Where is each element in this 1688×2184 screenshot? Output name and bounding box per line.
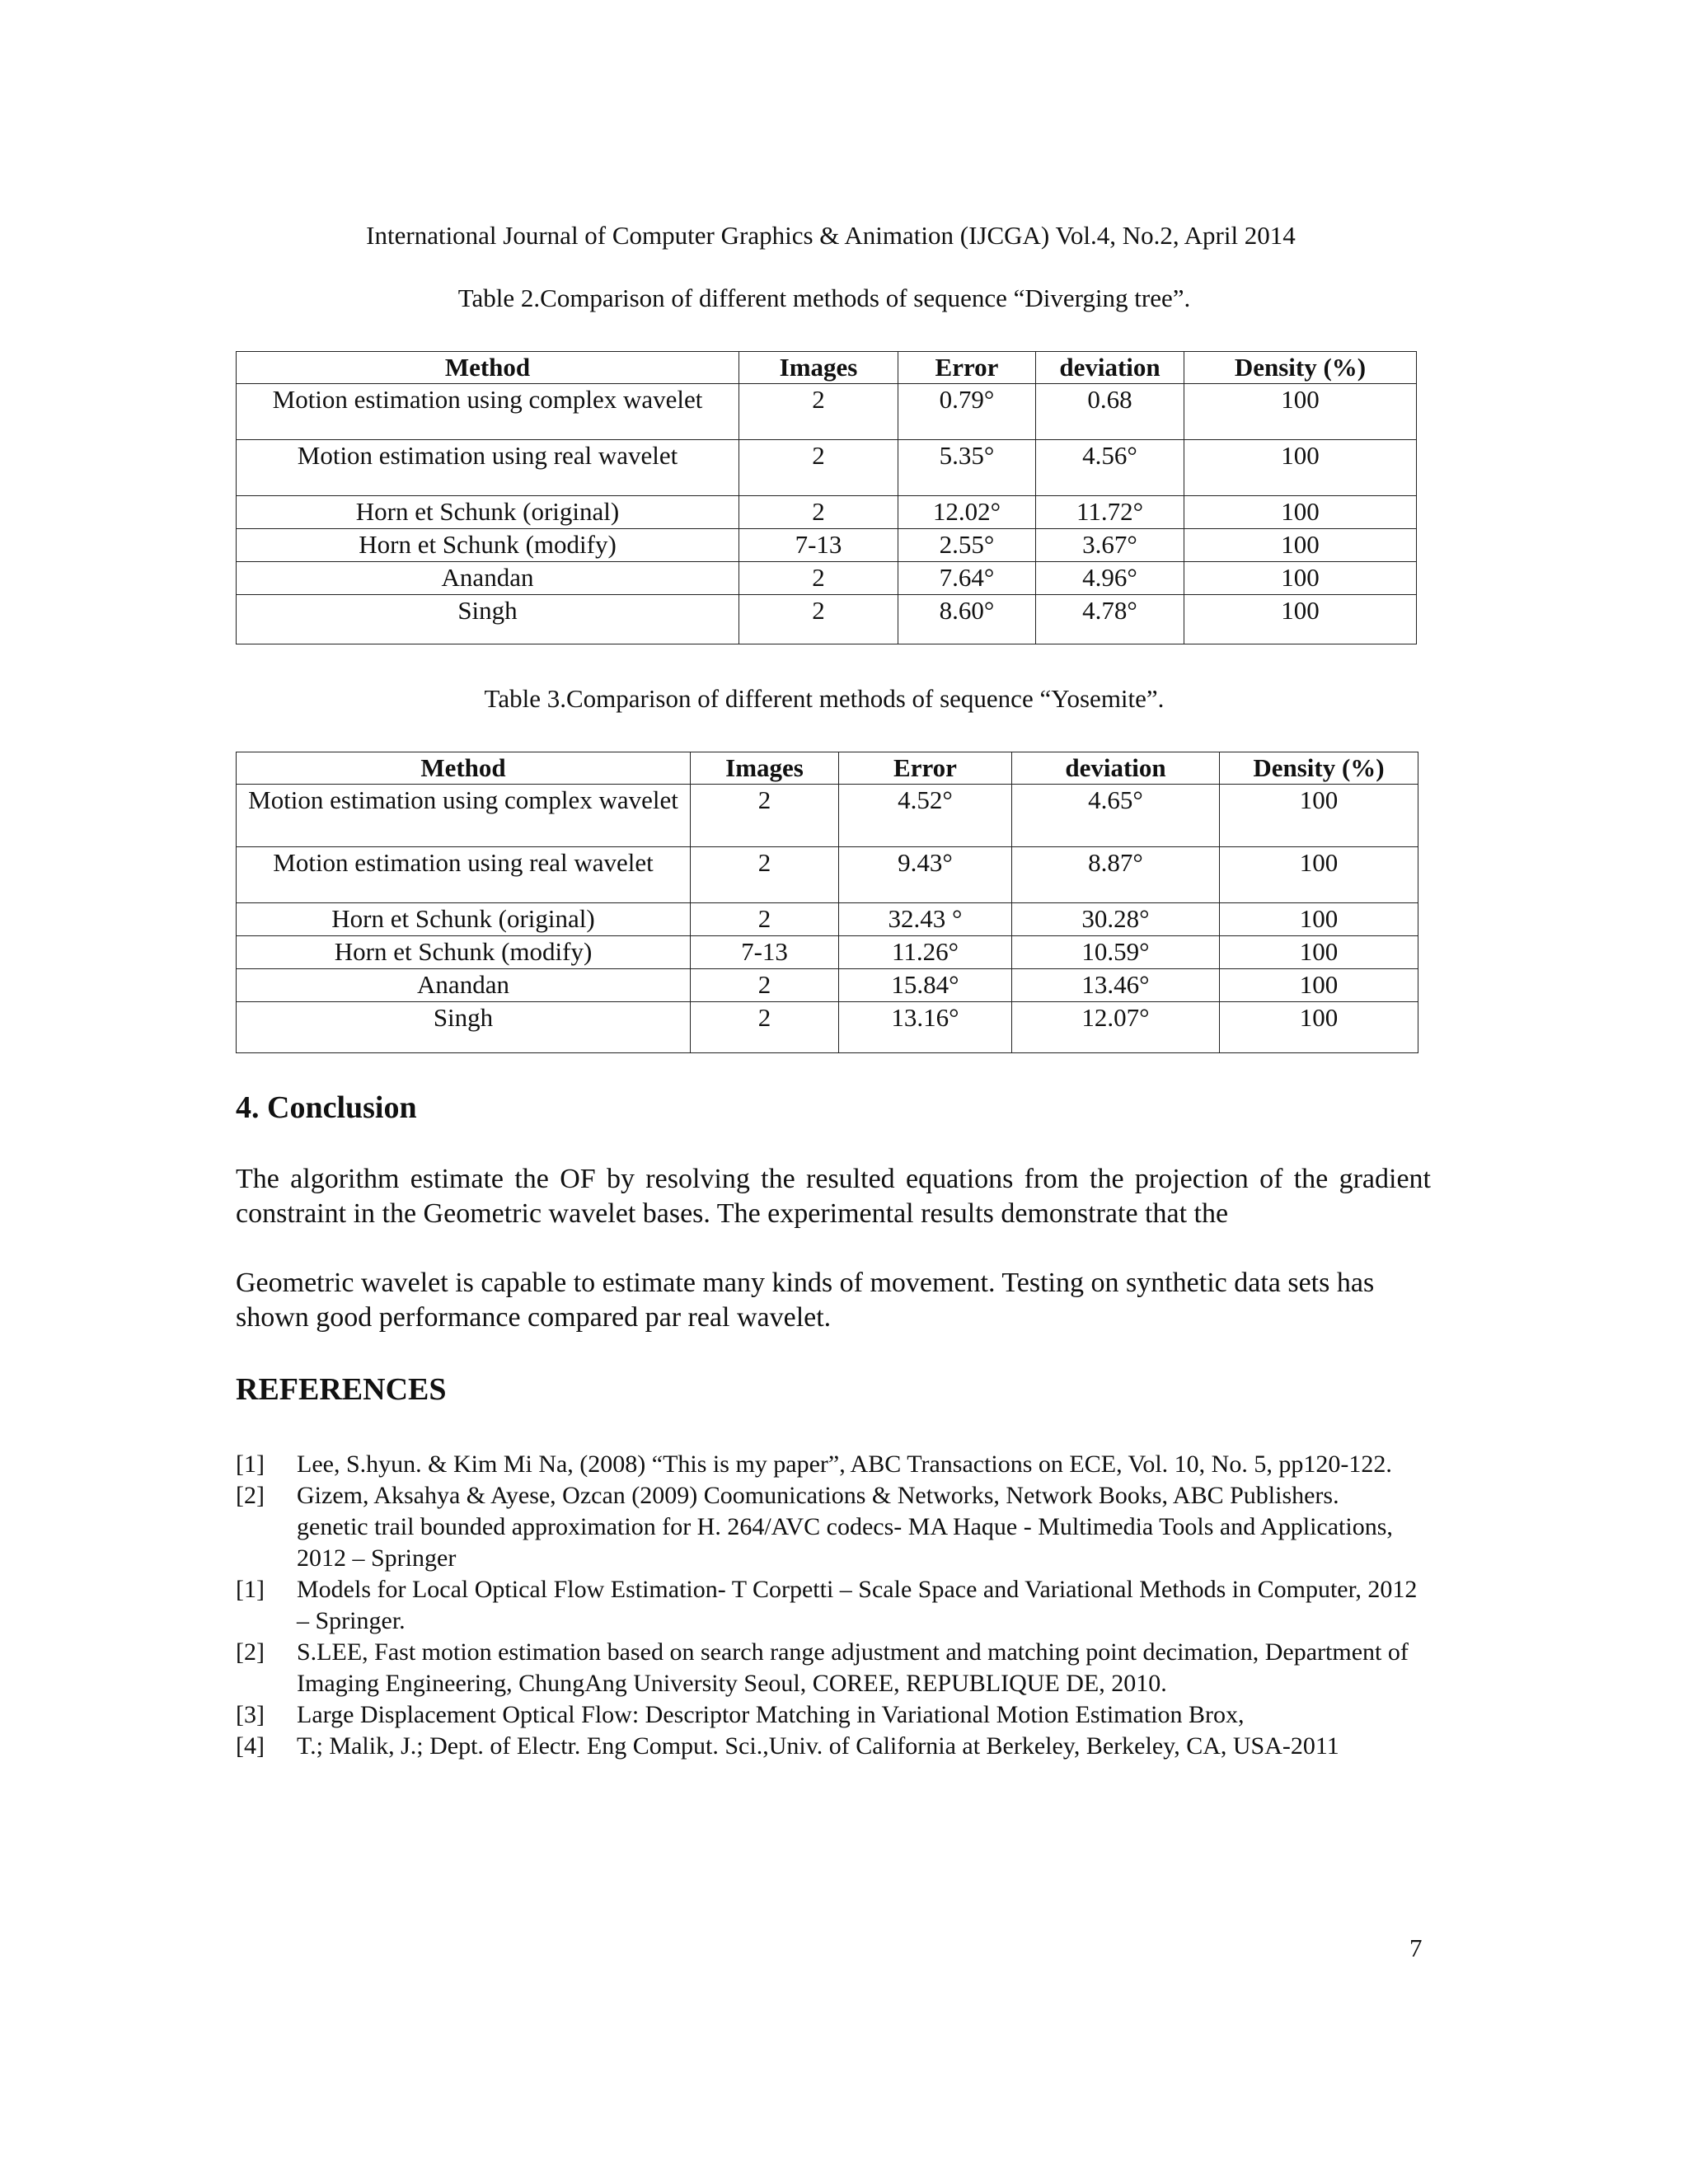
reference-item bbox=[236, 1699, 1431, 1731]
table2-col-error: Error bbox=[898, 352, 1036, 384]
table2 bbox=[236, 351, 1417, 644]
table-cell: 100 bbox=[1184, 562, 1417, 595]
table-cell: 12.02° bbox=[898, 496, 1036, 529]
table-cell: 32.43 ° bbox=[839, 903, 1012, 936]
table-row bbox=[237, 384, 1417, 440]
table-cell: 11.72° bbox=[1036, 496, 1184, 529]
table-cell: Horn et Schunk (modify) bbox=[237, 936, 691, 969]
table-cell: 2 bbox=[691, 903, 839, 936]
table-row bbox=[237, 847, 1418, 903]
table-cell: Motion estimation using complex wavelet bbox=[237, 785, 691, 847]
reference-item bbox=[236, 1637, 1431, 1699]
table-cell: Motion estimation using real wavelet bbox=[237, 847, 691, 903]
conclusion-heading: 4. Conclusion bbox=[236, 1090, 417, 1125]
table3-col-density: Density (%) bbox=[1220, 752, 1418, 785]
table2-col-images: Images bbox=[739, 352, 898, 384]
table-cell: 2 bbox=[739, 440, 898, 496]
table-cell: 2 bbox=[739, 384, 898, 440]
table-cell: 4.56° bbox=[1036, 440, 1184, 496]
table-cell: 8.87° bbox=[1012, 847, 1220, 903]
table-cell: 4.52° bbox=[839, 785, 1012, 847]
page-number: 7 bbox=[1409, 1933, 1423, 1962]
table-cell: 7.64° bbox=[898, 562, 1036, 595]
table-cell: 9.43° bbox=[839, 847, 1012, 903]
table-cell: 2.55° bbox=[898, 529, 1036, 562]
table-cell: 4.78° bbox=[1036, 595, 1184, 644]
table-cell: 100 bbox=[1184, 529, 1417, 562]
table-cell: 3.67° bbox=[1036, 529, 1184, 562]
table-cell: 13.46° bbox=[1012, 969, 1220, 1002]
table2-col-deviation: deviation bbox=[1036, 352, 1184, 384]
reference-number: [2] bbox=[236, 1482, 265, 1509]
table-cell: 100 bbox=[1184, 595, 1417, 644]
table-row bbox=[237, 903, 1418, 936]
table-cell: Horn et Schunk (original) bbox=[237, 903, 691, 936]
reference-item bbox=[236, 1511, 1431, 1574]
table-cell: Horn et Schunk (original) bbox=[237, 496, 739, 529]
reference-text: S.LEE, Fast motion estimation based on search range adjustment and matching point decimation, Department of Imaging Engineering, ChungAng University Seoul, COREE, REPUBLIQUE DE, 2010. bbox=[297, 1638, 1409, 1697]
table-cell: 2 bbox=[691, 785, 839, 847]
table-cell: Singh bbox=[237, 595, 739, 644]
table-cell: 100 bbox=[1220, 847, 1418, 903]
table3-col-deviation: deviation bbox=[1012, 752, 1220, 785]
table-row bbox=[237, 785, 1418, 847]
reference-item bbox=[236, 1480, 1431, 1511]
table-cell: 2 bbox=[691, 969, 839, 1002]
table-row bbox=[237, 529, 1417, 562]
reference-number bbox=[236, 1511, 297, 1574]
reference-number: [1] bbox=[236, 1576, 265, 1603]
table-cell: 8.60° bbox=[898, 595, 1036, 644]
table-cell: 2 bbox=[691, 1002, 839, 1053]
table2-col-density: Density (%) bbox=[1184, 352, 1417, 384]
table-row bbox=[237, 969, 1418, 1002]
reference-text: T.; Malik, J.; Dept. of Electr. Eng Comput. Sci.,Univ. of California at Berkeley, Berkeley, CA, USA-2011 bbox=[297, 1732, 1339, 1760]
table-cell: 100 bbox=[1220, 969, 1418, 1002]
table-cell: 2 bbox=[691, 847, 839, 903]
reference-text: Models for Local Optical Flow Estimation- T Corpetti – Scale Space and Variational Methods in Computer, 2012 – Springer. bbox=[297, 1576, 1418, 1634]
reference-item bbox=[236, 1731, 1431, 1762]
table-cell: Horn et Schunk (modify) bbox=[237, 529, 739, 562]
table-cell: 30.28° bbox=[1012, 903, 1220, 936]
table-cell: Anandan bbox=[237, 562, 739, 595]
table-cell: Anandan bbox=[237, 969, 691, 1002]
table-cell: 10.59° bbox=[1012, 936, 1220, 969]
reference-text: Large Displacement Optical Flow: Descriptor Matching in Variational Motion Estimation Brox, bbox=[297, 1701, 1245, 1728]
table2-header-row bbox=[237, 352, 1417, 384]
table2-col-method: Method bbox=[237, 352, 739, 384]
reference-number: [2] bbox=[236, 1638, 265, 1666]
reference-number: [3] bbox=[236, 1701, 265, 1728]
table-cell: 13.16° bbox=[839, 1002, 1012, 1053]
table-cell: 7-13 bbox=[739, 529, 898, 562]
table-cell: Singh bbox=[237, 1002, 691, 1053]
table-cell: 100 bbox=[1184, 496, 1417, 529]
table-cell: 100 bbox=[1220, 1002, 1418, 1053]
table-row bbox=[237, 496, 1417, 529]
journal-header: International Journal of Computer Graphics & Animation (IJCGA) Vol.4, No.2, April 2014 bbox=[366, 221, 1296, 250]
table-row bbox=[237, 936, 1418, 969]
table3-caption: Table 3.Comparison of different methods of sequence “Yosemite”. bbox=[484, 684, 1165, 713]
table2-caption: Table 2.Comparison of different methods of sequence “Diverging tree”. bbox=[457, 284, 1191, 312]
table-cell: 2 bbox=[739, 595, 898, 644]
table-cell: Motion estimation using complex wavelet bbox=[237, 384, 739, 440]
reference-text: Gizem, Aksahya & Ayese, Ozcan (2009) Coomunications & Networks, Network Books, ABC Publishers. bbox=[297, 1482, 1339, 1509]
table-cell: 7-13 bbox=[691, 936, 839, 969]
reference-number: [1] bbox=[236, 1451, 265, 1478]
table-cell: 5.35° bbox=[898, 440, 1036, 496]
table-cell: 2 bbox=[739, 496, 898, 529]
reference-text: Lee, S.hyun. & Kim Mi Na, (2008) “This is my paper”, ABC Transactions on ECE, Vol. 10, No. 5, pp120-122. bbox=[297, 1451, 1392, 1478]
table-cell: 4.96° bbox=[1036, 562, 1184, 595]
table-cell: Motion estimation using real wavelet bbox=[237, 440, 739, 496]
table-cell: 100 bbox=[1220, 785, 1418, 847]
table-cell: 100 bbox=[1220, 903, 1418, 936]
table-cell: 0.68 bbox=[1036, 384, 1184, 440]
table-row bbox=[237, 1002, 1418, 1053]
references-list bbox=[236, 1449, 1431, 1762]
table-cell: 4.65° bbox=[1012, 785, 1220, 847]
table3-col-method: Method bbox=[237, 752, 691, 785]
table-cell: 100 bbox=[1184, 440, 1417, 496]
references-heading: REFERENCES bbox=[236, 1372, 447, 1407]
table-cell: 100 bbox=[1184, 384, 1417, 440]
table-cell: 2 bbox=[739, 562, 898, 595]
reference-item bbox=[236, 1574, 1431, 1637]
table-cell: 100 bbox=[1220, 936, 1418, 969]
reference-number: [4] bbox=[236, 1732, 265, 1760]
table3-col-error: Error bbox=[839, 752, 1012, 785]
conclusion-paragraph-2: Geometric wavelet is capable to estimate many kinds of movement. Testing on synthetic data sets has shown good performance compared par real wavelet. bbox=[236, 1268, 1375, 1333]
table-row bbox=[237, 595, 1417, 644]
table-cell: 0.79° bbox=[898, 384, 1036, 440]
table3-col-images: Images bbox=[691, 752, 839, 785]
table-cell: 11.26° bbox=[839, 936, 1012, 969]
table-cell: 15.84° bbox=[839, 969, 1012, 1002]
reference-text: genetic trail bounded approximation for H. 264/AVC codecs- MA Haque - Multimedia Tools and Applications, 2012 – Springer bbox=[297, 1513, 1393, 1572]
conclusion-paragraph-1: The algorithm estimate the OF by resolving the resulted equations from the projection of the gradient constraint in the Geometric wavelet bases. The experimental results demonstrate that the bbox=[236, 1164, 1431, 1229]
table3 bbox=[236, 752, 1418, 1053]
table-row bbox=[237, 562, 1417, 595]
table-row bbox=[237, 440, 1417, 496]
table-cell: 12.07° bbox=[1012, 1002, 1220, 1053]
reference-item bbox=[236, 1449, 1431, 1480]
table3-header-row bbox=[237, 752, 1418, 785]
